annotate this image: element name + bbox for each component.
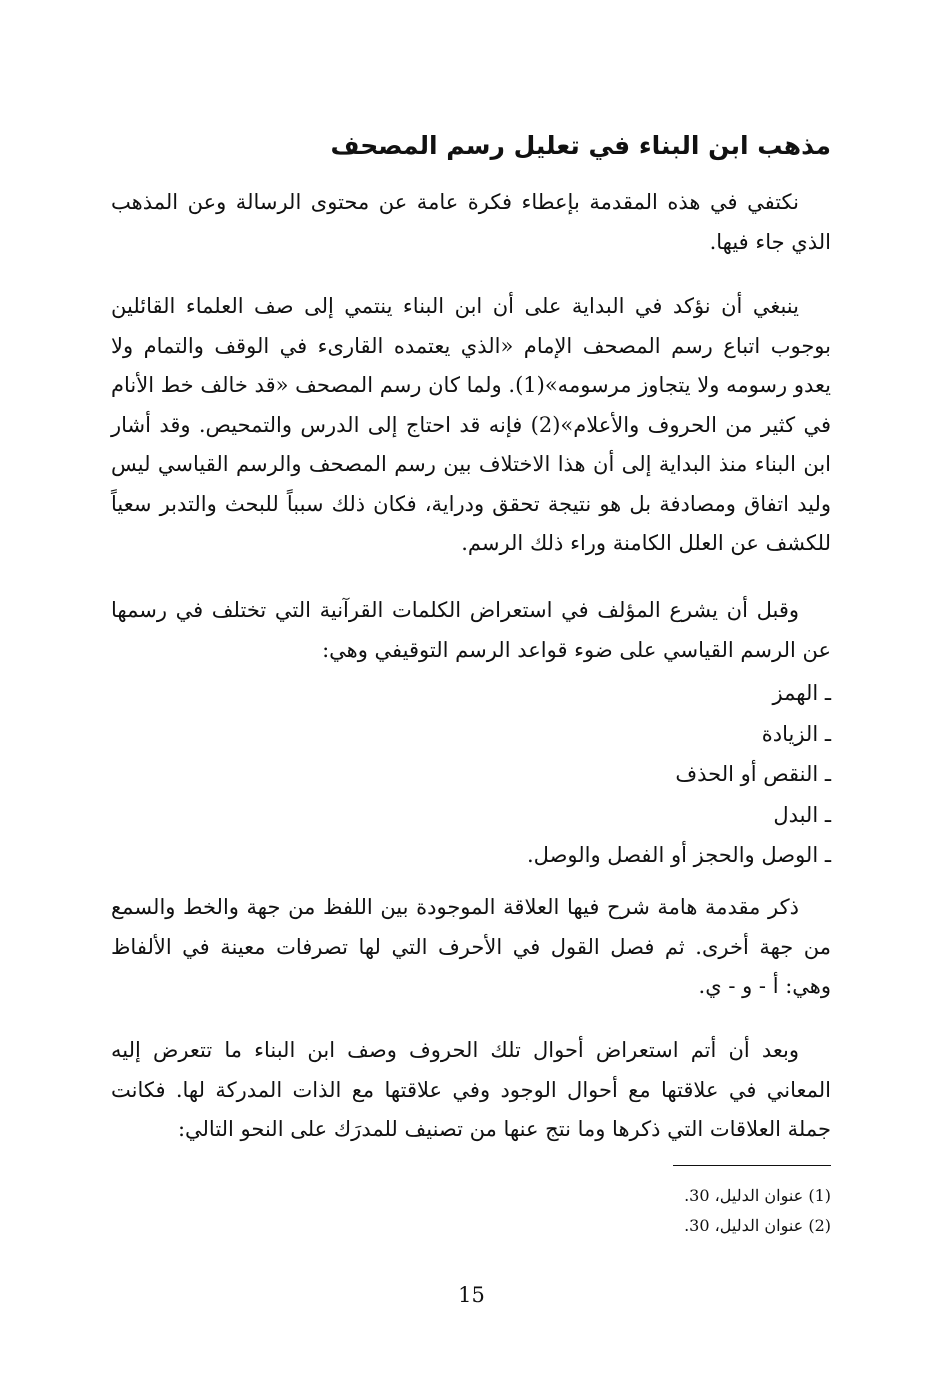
section-heading: مذهب ابن البناء في تعليل رسم المصحف xyxy=(330,131,831,160)
list-item: ـ الهمز xyxy=(772,681,831,705)
footnote: (2) عنوان الدليل، 30. xyxy=(684,1216,831,1235)
page-number: 15 xyxy=(458,1283,485,1307)
list-item: ـ النقص أو الحذف xyxy=(675,762,831,786)
paragraph-intro: نكتفي في هذه المقدمة بإعطاء فكرة عامة عن محتوى الرسالة وعن المذهب الذي جاء فيها. xyxy=(111,190,831,254)
paragraph-introduction-note: ذكر مقدمة هامة شرح فيها العلاقة الموجودة بين اللفظ من جهة والخط والسمع من جهة أخرى. ثم فصل القول في الأحرف التي لها تصرفات معينة في الألفاظ وهي: أ - و - ي. xyxy=(111,895,831,998)
list-item: ـ الزيادة xyxy=(761,721,831,746)
footnotes xyxy=(111,1181,831,1241)
paragraph-orthography: ينبغي أن نؤكد في البداية على أن ابن البناء ينتمي إلى صف العلماء القائلين بوجوب اتباع رسم المصحف الإمام «الذي يعتمده القارىء في الوقف والتمام ولا يعدو رسومه ولا يتجاوز مرسومه»(1). ولما كان رسم المصحف «قد خالف خط الأنام في كثير من الحروف والأعلام»(2) فإنه قد احتاج إلى الدرس والتمحيص. وقد أشار ابن البناء منذ البداية إلى أن هذا الاختلاف بين رسم المصحف والرسم القياسي ليس وليد اتفاق ومصادفة بل هو نتيجة تحقق ودراية، فكان ذلك سبباً للبحث والتدبر سعياً للكشف عن العلل الكامنة وراء ذلك الرسم. xyxy=(111,294,831,555)
list-item: ـ الوصل والحجز أو الفصل والوصل. xyxy=(527,843,831,867)
rules-list xyxy=(111,673,831,876)
list-item: ـ البدل xyxy=(773,802,831,827)
paragraph-relations: وبعد أن أتم استعراض أحوال تلك الحروف وصف ابن البناء ما تتعرض إليه المعاني في علاقتها مع أحوال الوجود وفي علاقتها مع الذات المدركة لها. فكانت جملة العلاقات التي ذكرها وما نتج عنها من تصنيف للمدرَك على النحو التالي: xyxy=(111,1038,831,1141)
paragraph-rules-intro: وقبل أن يشرع المؤلف في استعراض الكلمات القرآنية التي تختلف في رسمها عن الرسم القياسي على ضوء قواعد الرسم التوقيفي وهي: xyxy=(111,598,831,662)
footnote: (1) عنوان الدليل، 30. xyxy=(684,1186,831,1205)
footnote-divider xyxy=(673,1165,831,1166)
